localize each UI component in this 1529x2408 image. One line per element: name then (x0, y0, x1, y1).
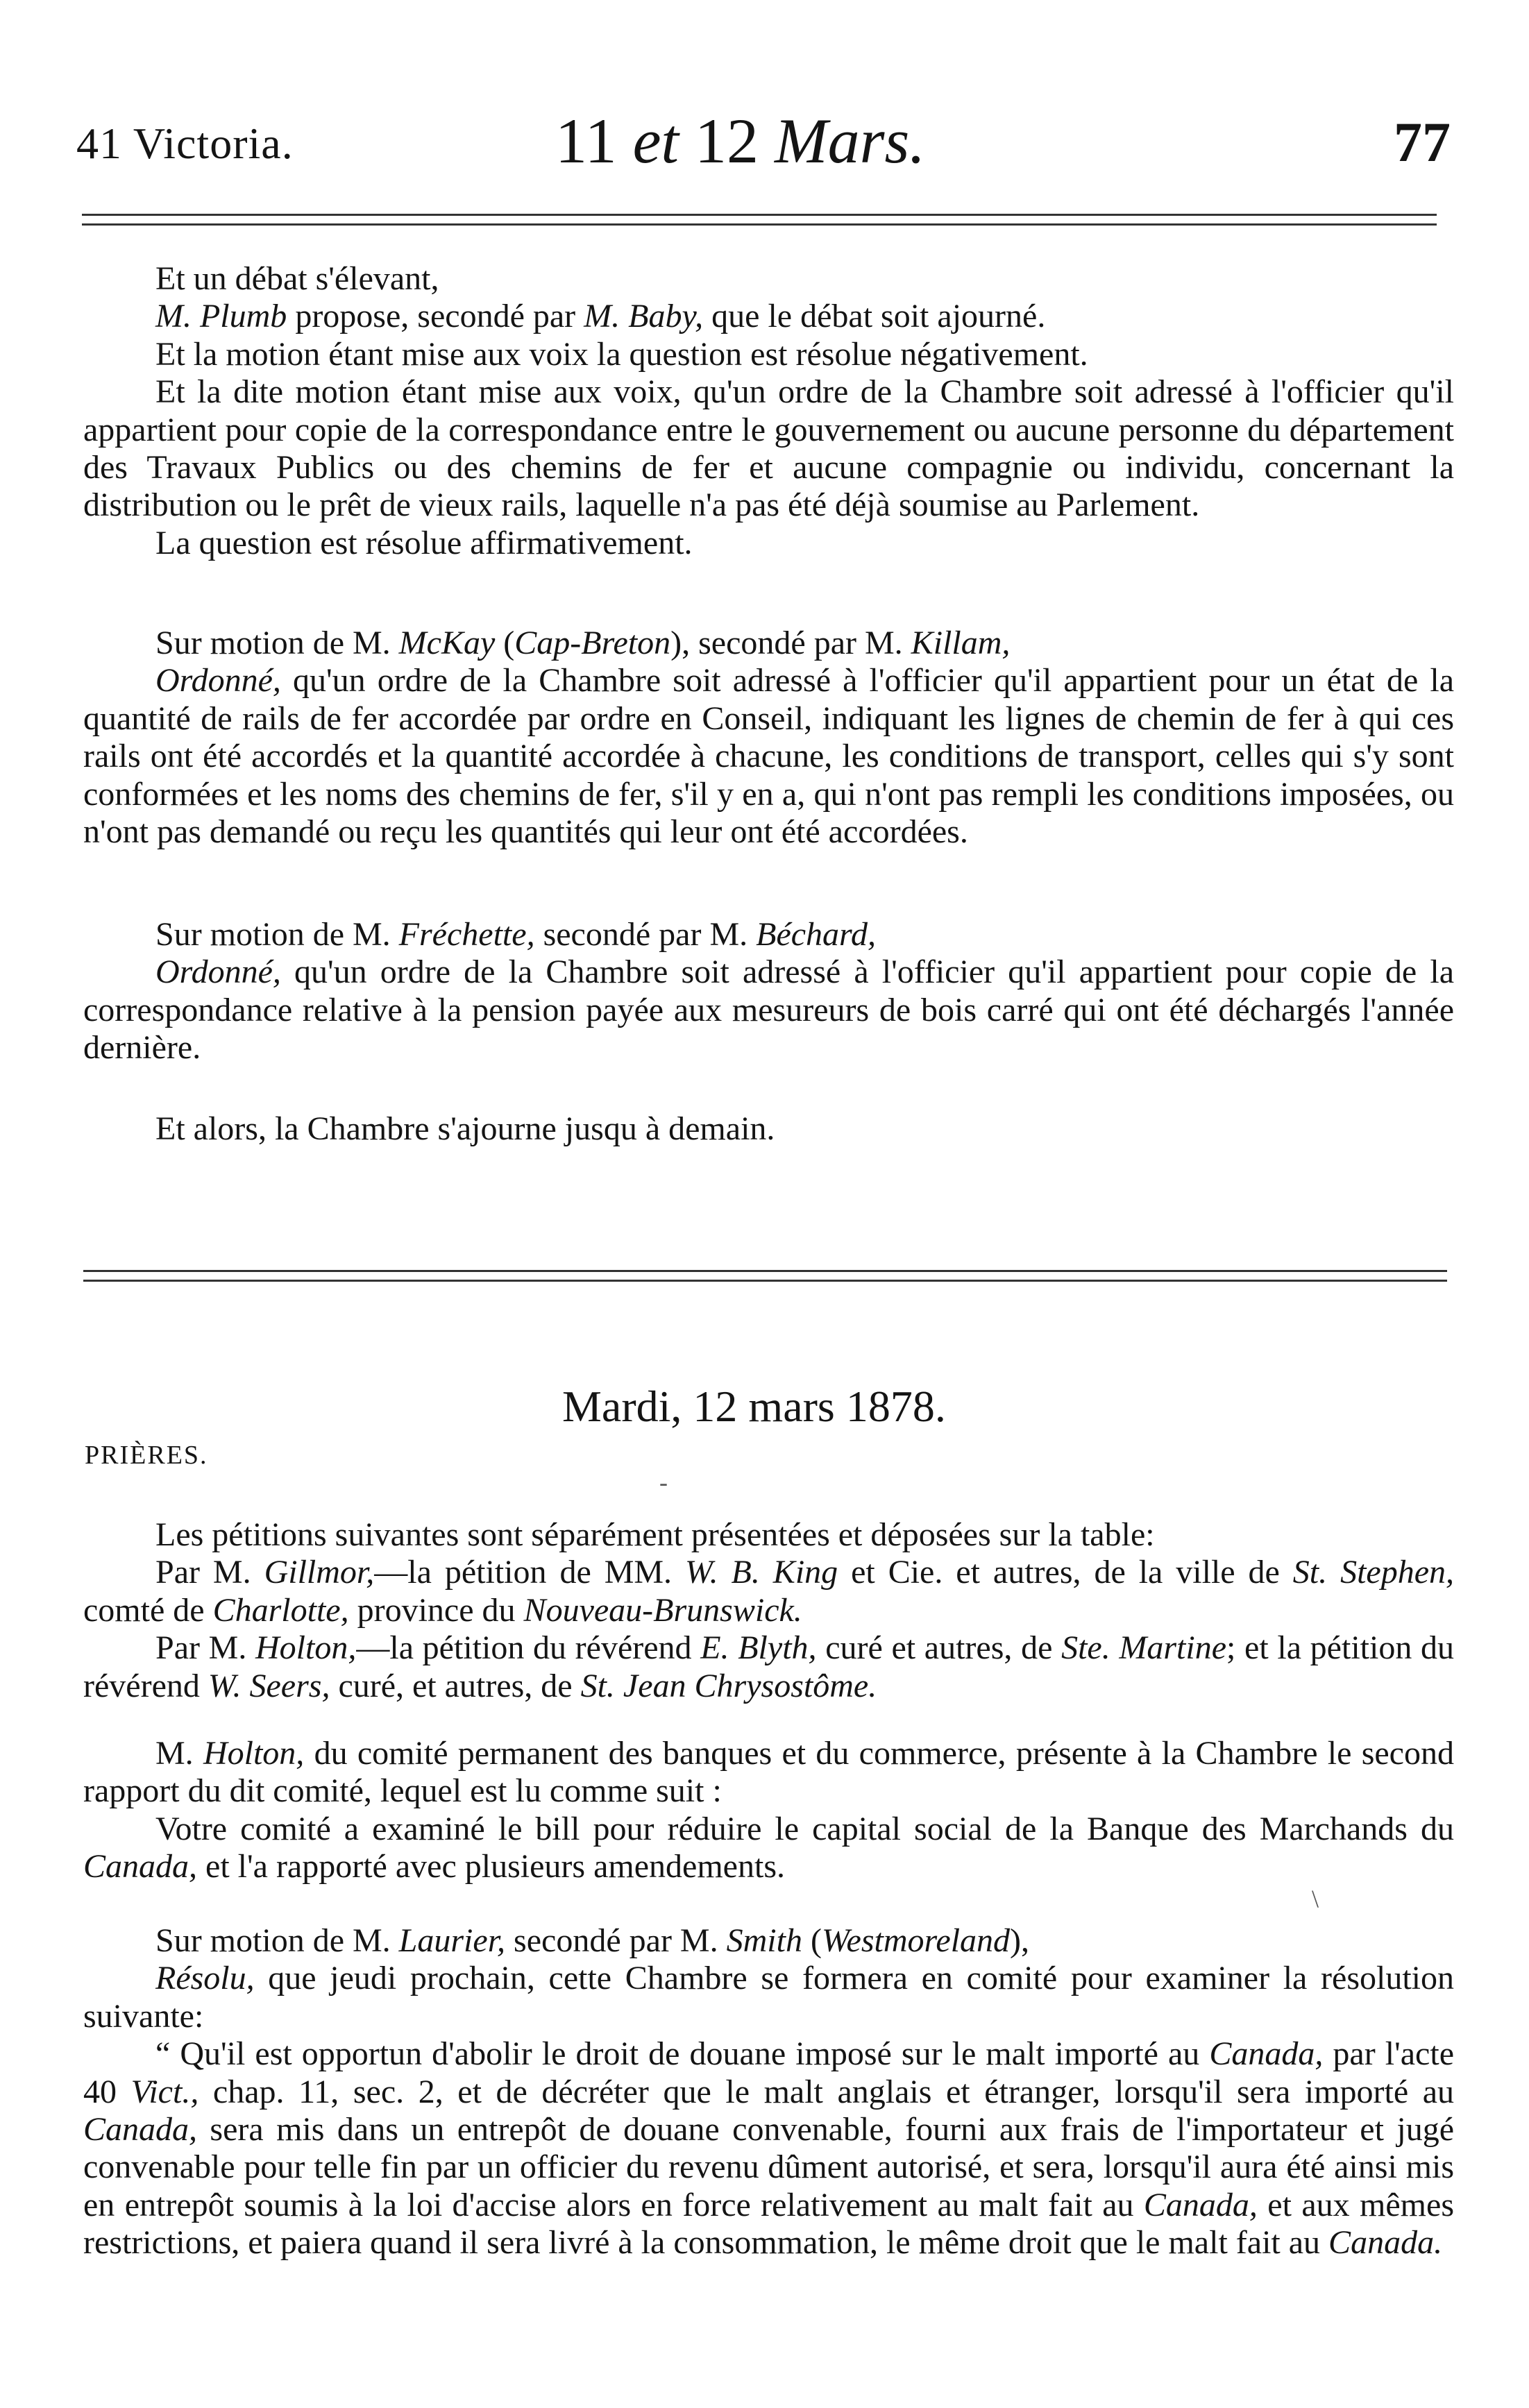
section-mckay (83, 625, 1454, 851)
name-baby: M. Baby, (584, 298, 704, 335)
place-st-stephen: St. Stephen, (1292, 1554, 1455, 1591)
para-petitions-intro: Les pétitions suivantes sont séparément présentées et déposées sur la table: (155, 1516, 1155, 1553)
word-ordonne: Ordonné, (155, 662, 281, 699)
ref-vict: Vict., (130, 2073, 199, 2110)
section-debat (83, 260, 1454, 562)
name-wb-king: W. B. King (685, 1554, 838, 1591)
place-canada: Canada, (1143, 2186, 1258, 2223)
section-laurier (83, 1922, 1454, 2262)
para-frechette-motion: Sur motion de M. Fréchette, secondé par M. Béchard, (155, 916, 876, 953)
place-nouveau-brunswick: Nouveau-Brunswick. (523, 1591, 802, 1629)
header-rule-top (82, 214, 1437, 216)
date-heading: Mardi, 12 mars 1878. (562, 1382, 946, 1431)
header-day1: 11 (555, 105, 617, 176)
name-laurier: Laurier, (398, 1922, 506, 1959)
name-holton: Holton, (255, 1629, 357, 1667)
place-ste-martine: Ste. Martine (1061, 1629, 1227, 1667)
place-westmoreland: Westmoreland (821, 1922, 1011, 1959)
para-holton-report: M. Holton, du comité permanent des banques et du commerce, présente à la Chambre le second rapport du dit comité, lequel est lu comme suit : (83, 1735, 1454, 1810)
section-rule-top (83, 1270, 1447, 1272)
para-affirmative: La question est résolue affirmativement. (155, 524, 693, 561)
name-e-blyth: E. Blyth, (700, 1629, 817, 1667)
prieres-label: PRIÈRES. (85, 1441, 208, 1470)
page-header (76, 104, 1451, 194)
place-cap-breton: Cap-Breton (514, 625, 671, 661)
place-canada: Canada, (1209, 2035, 1324, 2073)
para-adjourn: Et alors, la Chambre s'ajourne jusqu à demain. (155, 1110, 775, 1147)
section-frechette (83, 916, 1454, 1067)
para-resolu: Résolu, que jeudi prochain, cette Chambre se formera en comité pour examiner la résolution suivante: (83, 1960, 1454, 2035)
section-petitions (83, 1516, 1454, 1705)
para-committee-report: Votre comité a examiné le bill pour réduire le capital social de la Banque des Marchands du Canada, et l'a rapporté avec plusieurs amendements. (83, 1810, 1454, 1885)
print-mark: - (659, 1468, 668, 1496)
page-number: 77 (1394, 110, 1451, 173)
para-debat: Et un débat s'élevant, (155, 260, 439, 297)
header-day2: 12 (695, 105, 759, 176)
word-resolu: Résolu, (155, 1960, 255, 1997)
print-mark: \ (1312, 1885, 1319, 1913)
name-killam: Killam, (911, 625, 1011, 661)
para-holton-petition: Par M. Holton,—la pétition du révérend E. Blyth, curé et autres, de Ste. Martine; et la pétition du révérend W. Seers, curé, et autres, de St. Jean Chrysostôme. (83, 1629, 1454, 1704)
name-smith: Smith (726, 1922, 802, 1959)
name-frechette: Fréchette, (398, 916, 535, 953)
header-rule-bottom (82, 223, 1437, 226)
header-volume: 41 Victoria. (76, 119, 294, 168)
name-holton: Holton, (203, 1735, 305, 1772)
para-gillmor-petition: Par M. Gillmor,—la pétition de MM. W. B. King et Cie. et autres, de la ville de St. Stephen, comté de Charlotte, province du Nouveau-Brunswick. (83, 1554, 1455, 1629)
para-rails-motion: Et la dite motion étant mise aux voix, qu'un ordre de la Chambre soit adressé à l'officier qu'il appartient pour copie de la correspondance entre le gouvernement ou aucune personne du département des Travaux Publics ou des chemins de fer et aucune compagnie ou individu, concernant la distribution ou le prêt de vieux rails, laquelle n'a pas été déjà soumise au Parlement. (83, 373, 1454, 524)
section-rule-bottom (83, 1280, 1447, 1282)
para-mckay-order: Ordonné, qu'un ordre de la Chambre soit adressé à l'officier qu'il appartient pour un état de la quantité de rails de fer accordée par ordre en Conseil, indiquant les lignes de chemin de fer à qui ces rails ont été accordés et la quantité accordée à chacune, les conditions de transport, celles qui s'y sont conformées et les noms des chemins de fer, s'il y en a, qui n'ont pas rempli les conditions imposées, ou n'ont pas demandé ou reçu les quantités qui leur ont été accordées. (83, 662, 1454, 851)
section-holton-report (83, 1735, 1454, 1886)
para-plumb-motion: M. Plumb propose, secondé par M. Baby, que le débat soit ajourné. (155, 298, 1046, 335)
name-gillmor: Gillmor, (264, 1554, 375, 1591)
place-st-jean-chrysostome: St. Jean Chrysostôme. (580, 1667, 877, 1704)
place-canada: Canada. (1328, 2224, 1443, 2262)
word-ordonne: Ordonné, (155, 953, 281, 991)
place-canada: Canada, (83, 2111, 198, 2148)
header-date (555, 104, 925, 178)
name-mckay: McKay (398, 625, 496, 661)
section-adjourn (83, 1110, 1454, 1148)
name-w-seers: W. Seers, (208, 1667, 330, 1704)
para-laurier-motion: Sur motion de M. Laurier, secondé par M. Smith (Westmoreland), (155, 1922, 1030, 1959)
para-mckay-motion: Sur motion de M. McKay (Cap-Breton), secondé par M. Killam, (155, 625, 1011, 661)
header-et: et (632, 105, 679, 176)
name-plumb: M. Plumb (155, 298, 287, 335)
para-frechette-order: Ordonné, qu'un ordre de la Chambre soit adressé à l'officier qu'il appartient pour copie de la correspondance relative à la pension payée aux mesureurs de bois carré qui ont été déchargés l'année dernière. (83, 953, 1454, 1067)
para-negative: Et la motion étant mise aux voix la question est résolue négativement. (155, 335, 1088, 373)
para-malt-resolution: “ Qu'il est opportun d'abolir le droit de douane imposé sur le malt importé au Canada, par l'acte 40 Vict., chap. 11, sec. 2, et de décréter que le malt anglais et étranger, lorsqu'il sera importé au Canada, sera mis dans un entrepôt de douane convenable, fourni aux frais de l'importateur et jugé convenable pour telle fin par un officier du revenu dûment autorisé, et sera, lorsqu'il aura été ainsi mis en entrepôt soumis à la loi d'accise alors en force relativement au malt fait au Canada, et aux mêmes restrictions, et paiera quand il sera livré à la consommation, le même droit que le malt fait au Canada. (83, 2035, 1455, 2262)
place-canada: Canada, (83, 1848, 198, 1885)
header-month: Mars. (775, 105, 926, 176)
place-charlotte: Charlotte, (212, 1591, 349, 1629)
name-bechard: Béchard, (756, 916, 876, 953)
